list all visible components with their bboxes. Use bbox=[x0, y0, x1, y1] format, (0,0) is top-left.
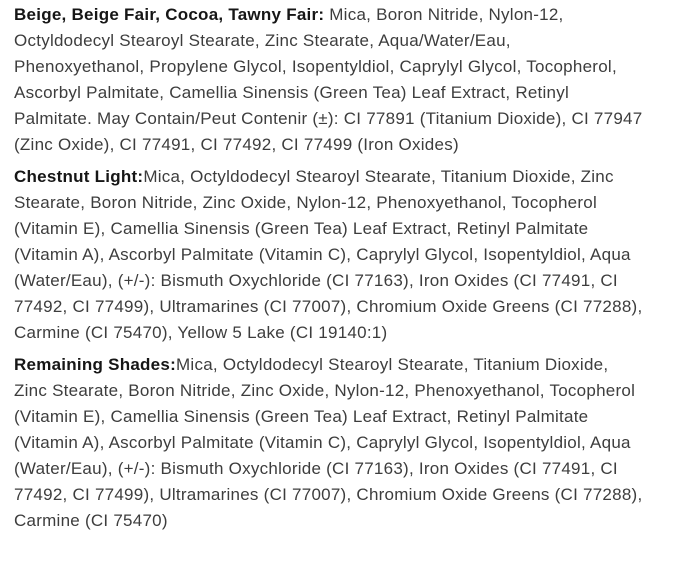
ingredient-section-chestnut-light bbox=[14, 164, 679, 346]
text-line bbox=[14, 355, 608, 374]
ingredient-text: Mica, Octyldodecyl Stearoyl Stearate, Titanium Dioxide, Zinc bbox=[143, 167, 614, 186]
text-line: 77492, CI 77499), Ultramarines (CI 77007), Chromium Oxide Greens (CI 77288), bbox=[14, 485, 643, 504]
text-line: Carmine (CI 75470), Yellow 5 Lake (CI 19140:1) bbox=[14, 323, 388, 342]
text-line: Zinc Stearate, Boron Nitride, Zinc Oxide, Nylon-12, Phenoxyethanol, Tocopherol bbox=[14, 381, 636, 400]
text-line: Ascorbyl Palmitate, Camellia Sinensis (Green Tea) Leaf Extract, Retinyl bbox=[14, 83, 570, 102]
text-line: (Water/Eau), (+/-): Bismuth Oxychloride (CI 77163), Iron Oxides (CI 77491, CI bbox=[14, 459, 618, 478]
shade-names-label: Beige, Beige Fair, Cocoa, Tawny Fair: bbox=[14, 5, 325, 24]
ingredient-section-remaining-shades bbox=[14, 352, 679, 534]
text-line: Phenoxyethanol, Propylene Glycol, Isopentyldiol, Caprylyl Glycol, Tocopherol, bbox=[14, 57, 617, 76]
text-line: (Water/Eau), (+/-): Bismuth Oxychloride (CI 77163), Iron Oxides (CI 77491, CI bbox=[14, 271, 618, 290]
ingredient-text: Mica, Boron Nitride, Nylon-12, bbox=[324, 5, 564, 24]
text-line: (Vitamin A), Ascorbyl Palmitate (Vitamin C), Caprylyl Glycol, Isopentyldiol, Aqua bbox=[14, 245, 631, 264]
text-line bbox=[14, 5, 564, 24]
ingredient-section-beige-beige-fair-cocoa-tawny-fair bbox=[14, 2, 679, 158]
ingredient-text: Mica, Octyldodecyl Stearoyl Stearate, Titanium Dioxide, bbox=[176, 355, 609, 374]
text-line: Palmitate. May Contain/Peut Contenir (±): CI 77891 (Titanium Dioxide), CI 77947 bbox=[14, 109, 643, 128]
text-line: (Zinc Oxide), CI 77491, CI 77492, CI 77499 (Iron Oxides) bbox=[14, 135, 459, 154]
shade-names-label: Remaining Shades: bbox=[14, 355, 177, 374]
text-line: Octyldodecyl Stearoyl Stearate, Zinc Stearate, Aqua/Water/Eau, bbox=[14, 31, 511, 50]
text-line: (Vitamin E), Camellia Sinensis (Green Tea) Leaf Extract, Retinyl Palmitate bbox=[14, 219, 589, 238]
text-line: (Vitamin E), Camellia Sinensis (Green Tea) Leaf Extract, Retinyl Palmitate bbox=[14, 407, 589, 426]
text-line: Carmine (CI 75470) bbox=[14, 511, 168, 530]
shade-names-label: Chestnut Light: bbox=[14, 167, 144, 186]
text-line bbox=[14, 167, 614, 186]
text-line: (Vitamin A), Ascorbyl Palmitate (Vitamin C), Caprylyl Glycol, Isopentyldiol, Aqua bbox=[14, 433, 631, 452]
text-line: 77492, CI 77499), Ultramarines (CI 77007), Chromium Oxide Greens (CI 77288), bbox=[14, 297, 643, 316]
text-line: Stearate, Boron Nitride, Zinc Oxide, Nylon-12, Phenoxyethanol, Tocopherol bbox=[14, 193, 598, 212]
